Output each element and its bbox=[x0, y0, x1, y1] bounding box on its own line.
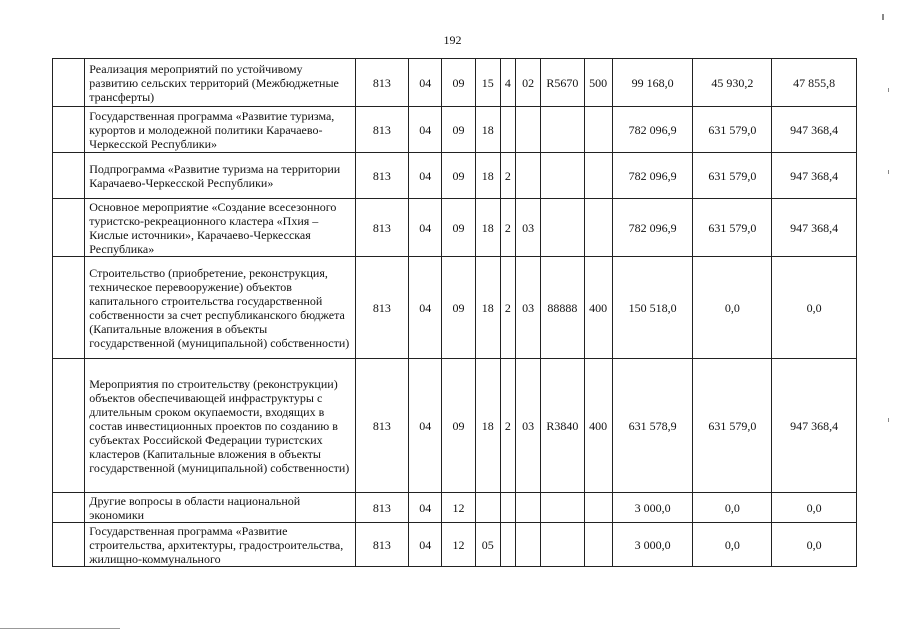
year2-amount: 0,0 bbox=[693, 523, 772, 567]
year1-amount: 3 000,0 bbox=[612, 493, 693, 523]
main-activity-code: 03 bbox=[515, 257, 540, 359]
main-activity-code bbox=[515, 493, 540, 523]
subprogram-code: 2 bbox=[500, 257, 515, 359]
expense-type-code bbox=[584, 153, 612, 199]
year1-amount: 99 168,0 bbox=[612, 59, 693, 107]
section-code: 04 bbox=[409, 107, 442, 153]
expense-type-code bbox=[584, 493, 612, 523]
year2-amount: 0,0 bbox=[693, 257, 772, 359]
subsection-code: 09 bbox=[442, 257, 475, 359]
section-code: 04 bbox=[409, 523, 442, 567]
year2-amount: 631 579,0 bbox=[693, 199, 772, 257]
row-index-cell bbox=[53, 493, 85, 523]
direction-code bbox=[541, 153, 584, 199]
row-name: Мероприятия по строительству (реконструкции) объектов обеспечивающей инфраструктуры с длительным сроком окупаемости, входящих в состав инвестиционных проектов по созданию в субъектах Российской Федерации туристских кластеров (Капитальные вложения в объекты государственной (муниципальной) собственности) bbox=[85, 359, 355, 493]
main-activity-code: 03 bbox=[515, 199, 540, 257]
year1-amount: 782 096,9 bbox=[612, 199, 693, 257]
scan-mark bbox=[888, 170, 889, 174]
year3-amount: 47 855,8 bbox=[772, 59, 857, 107]
subsection-code: 12 bbox=[442, 493, 475, 523]
subprogram-code bbox=[500, 107, 515, 153]
main-activity-code bbox=[515, 107, 540, 153]
table-row bbox=[53, 359, 857, 493]
year2-amount: 631 579,0 bbox=[693, 107, 772, 153]
row-index-cell bbox=[53, 359, 85, 493]
year2-amount: 0,0 bbox=[693, 493, 772, 523]
year1-amount: 631 578,9 bbox=[612, 359, 693, 493]
year3-amount: 0,0 bbox=[772, 257, 857, 359]
year1-amount: 150 518,0 bbox=[612, 257, 693, 359]
year3-amount: 0,0 bbox=[772, 523, 857, 567]
section-code: 04 bbox=[409, 493, 442, 523]
direction-code: R5670 bbox=[541, 59, 584, 107]
main-activity-code bbox=[515, 523, 540, 567]
table-row bbox=[53, 199, 857, 257]
year3-amount: 947 368,4 bbox=[772, 359, 857, 493]
subprogram-code bbox=[500, 493, 515, 523]
program-code: 18 bbox=[475, 257, 500, 359]
direction-code: R3840 bbox=[541, 359, 584, 493]
main-activity-code bbox=[515, 153, 540, 199]
section-code: 04 bbox=[409, 153, 442, 199]
row-index-cell bbox=[53, 107, 85, 153]
direction-code bbox=[541, 199, 584, 257]
ministry-code: 813 bbox=[355, 257, 408, 359]
subsection-code: 09 bbox=[442, 199, 475, 257]
row-index-cell bbox=[53, 199, 85, 257]
direction-code: 88888 bbox=[541, 257, 584, 359]
direction-code bbox=[541, 523, 584, 567]
row-name: Государственная программа «Развитие строительства, архитектуры, градостроительства, жилищно-коммунального bbox=[85, 523, 355, 567]
table-row bbox=[53, 257, 857, 359]
subprogram-code: 2 bbox=[500, 199, 515, 257]
scan-mark bbox=[882, 14, 884, 20]
expense-type-code bbox=[584, 107, 612, 153]
subprogram-code bbox=[500, 523, 515, 567]
year2-amount: 45 930,2 bbox=[693, 59, 772, 107]
program-code: 18 bbox=[475, 107, 500, 153]
row-name: Другие вопросы в области национальной экономики bbox=[85, 493, 355, 523]
year3-amount: 947 368,4 bbox=[772, 199, 857, 257]
table-row bbox=[53, 523, 857, 567]
table-row bbox=[53, 493, 857, 523]
program-code: 18 bbox=[475, 359, 500, 493]
year1-amount: 3 000,0 bbox=[612, 523, 693, 567]
scan-mark bbox=[888, 418, 889, 422]
row-index-cell bbox=[53, 153, 85, 199]
row-index-cell bbox=[53, 523, 85, 567]
row-name: Реализация мероприятий по устойчивому развитию сельских территорий (Межбюджетные трансферты) bbox=[85, 59, 355, 107]
subprogram-code: 4 bbox=[500, 59, 515, 107]
subsection-code: 09 bbox=[442, 359, 475, 493]
scan-mark bbox=[888, 88, 889, 92]
program-code: 15 bbox=[475, 59, 500, 107]
section-code: 04 bbox=[409, 257, 442, 359]
ministry-code: 813 bbox=[355, 107, 408, 153]
row-index-cell bbox=[53, 59, 85, 107]
table-row bbox=[53, 153, 857, 199]
year1-amount: 782 096,9 bbox=[612, 107, 693, 153]
expense-type-code: 500 bbox=[584, 59, 612, 107]
subprogram-code: 2 bbox=[500, 359, 515, 493]
subsection-code: 12 bbox=[442, 523, 475, 567]
table-row bbox=[53, 107, 857, 153]
section-code: 04 bbox=[409, 59, 442, 107]
program-code: 18 bbox=[475, 199, 500, 257]
section-code: 04 bbox=[409, 199, 442, 257]
ministry-code: 813 bbox=[355, 493, 408, 523]
subsection-code: 09 bbox=[442, 107, 475, 153]
row-name: Основное мероприятие «Создание всесезонного туристско-рекреационного кластера «Пхия – Кислые источники», Карачаево-Черкесская Республика» bbox=[85, 199, 355, 257]
table-row bbox=[53, 59, 857, 107]
ministry-code: 813 bbox=[355, 359, 408, 493]
subsection-code: 09 bbox=[442, 153, 475, 199]
year3-amount: 947 368,4 bbox=[772, 153, 857, 199]
budget-table bbox=[52, 58, 857, 567]
ministry-code: 813 bbox=[355, 59, 408, 107]
program-code: 05 bbox=[475, 523, 500, 567]
page-number: 192 bbox=[443, 33, 462, 47]
program-code bbox=[475, 493, 500, 523]
direction-code bbox=[541, 493, 584, 523]
direction-code bbox=[541, 107, 584, 153]
ministry-code: 813 bbox=[355, 199, 408, 257]
year2-amount: 631 579,0 bbox=[693, 153, 772, 199]
expense-type-code bbox=[584, 199, 612, 257]
expense-type-code: 400 bbox=[584, 359, 612, 493]
expense-type-code: 400 bbox=[584, 257, 612, 359]
subprogram-code: 2 bbox=[500, 153, 515, 199]
program-code: 18 bbox=[475, 153, 500, 199]
expense-type-code bbox=[584, 523, 612, 567]
section-code: 04 bbox=[409, 359, 442, 493]
year3-amount: 947 368,4 bbox=[772, 107, 857, 153]
scan-edge-line bbox=[0, 628, 120, 629]
ministry-code: 813 bbox=[355, 523, 408, 567]
row-index-cell bbox=[53, 257, 85, 359]
row-name: Строительство (приобретение, реконструкция, техническое перевооружение) объектов капитального строительства государственной собственности за счет республиканского бюджета (Капитальные вложения в объекты государственной (муниципальной) собственности) bbox=[85, 257, 355, 359]
main-activity-code: 02 bbox=[515, 59, 540, 107]
row-name: Государственная программа «Развитие туризма, курортов и молодежной политики Карачаево-Черкесской Республики» bbox=[85, 107, 355, 153]
year1-amount: 782 096,9 bbox=[612, 153, 693, 199]
ministry-code: 813 bbox=[355, 153, 408, 199]
subsection-code: 09 bbox=[442, 59, 475, 107]
main-activity-code: 03 bbox=[515, 359, 540, 493]
year2-amount: 631 579,0 bbox=[693, 359, 772, 493]
row-name: Подпрограмма «Развитие туризма на территории Карачаево-Черкесской Республики» bbox=[85, 153, 355, 199]
year3-amount: 0,0 bbox=[772, 493, 857, 523]
